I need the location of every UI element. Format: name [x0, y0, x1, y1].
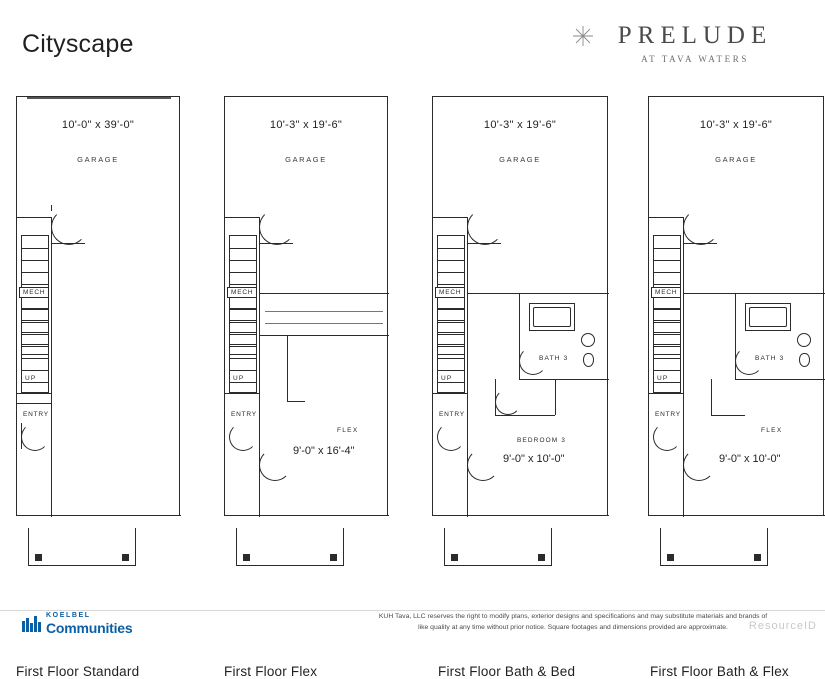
entry-door-swing	[653, 423, 681, 451]
flex-door-swing	[259, 449, 291, 481]
bathtub	[529, 303, 575, 331]
entry-door-swing	[229, 423, 257, 451]
footer-divider	[0, 610, 825, 611]
room-dimension: 9'-0" x 16'-4"	[293, 445, 355, 457]
brand-name: PRELUDE	[617, 22, 773, 49]
plan-caption: First Floor Bath & Flex	[650, 664, 789, 679]
unit-outline	[16, 96, 180, 516]
garage-door-swing	[51, 209, 87, 245]
toilet-icon	[799, 353, 810, 367]
bath-label: BATH 3	[755, 355, 785, 362]
room-dimension: 9'-0" x 10'-0"	[503, 453, 565, 465]
hall-door-swing	[495, 389, 521, 415]
entry-label: ENTRY	[439, 411, 465, 418]
bedroom-door-swing	[467, 449, 499, 481]
brand-logo	[577, 22, 807, 64]
sink-icon	[581, 333, 595, 347]
garage-label: GARAGE	[499, 155, 541, 164]
up-label: UP	[657, 375, 669, 382]
driveway-pad	[660, 528, 768, 566]
entry-door-swing	[21, 423, 49, 451]
driveway-pad	[444, 528, 552, 566]
unit-outline	[432, 96, 608, 516]
mech-label: MECH	[651, 287, 681, 298]
entry-door-swing	[437, 423, 465, 451]
garage-label: GARAGE	[715, 155, 757, 164]
room-label: FLEX	[761, 427, 783, 434]
up-label: UP	[233, 375, 245, 382]
bedroom-label: BEDROOM 3	[517, 437, 566, 444]
garage-door-swing	[467, 209, 503, 245]
room-dimension: 9'-0" x 10'-0"	[719, 453, 781, 465]
unit-outline	[648, 96, 824, 516]
garage-label: GARAGE	[285, 155, 327, 164]
entry-label: ENTRY	[655, 411, 681, 418]
room-label: FLEX	[337, 427, 359, 434]
mech-label: MECH	[435, 287, 465, 298]
garage-dimension: 10'-3" x 19'-6"	[699, 119, 773, 131]
driveway-pad	[236, 528, 344, 566]
bath-door-swing	[519, 347, 547, 375]
plan-caption: First Floor Flex	[224, 664, 318, 679]
starburst-icon	[573, 26, 593, 46]
garage-dimension: 10'-0" x 39'-0"	[61, 119, 135, 131]
up-label: UP	[25, 375, 37, 382]
mech-label: MECH	[19, 287, 49, 298]
sink-icon	[797, 333, 811, 347]
plan-caption: First Floor Standard	[16, 664, 140, 679]
mech-label: MECH	[227, 287, 257, 298]
page-title: Cityscape	[22, 30, 134, 58]
driveway-pad	[28, 528, 136, 566]
garage-door-swing	[683, 209, 719, 245]
legal-disclaimer: KUH Tava, LLC reserves the right to modify plans, exterior designs and specifications and may substitute materials and brands of like quality at any time without prior notice. Square footages and dimensions provided are approximate.	[378, 613, 768, 631]
bath-door-swing	[735, 347, 763, 375]
plan-first-floor-flex	[224, 88, 402, 679]
garage-dimension: 10'-3" x 19'-6"	[269, 119, 343, 131]
brand-tagline: AT TAVA WATERS	[641, 54, 749, 64]
garage-dimension: 10'-3" x 19'-6"	[483, 119, 557, 131]
logo-communities: Communities	[46, 620, 133, 636]
building-icon	[22, 615, 42, 632]
watermark: ResourceID	[748, 620, 817, 632]
garage-door-swing	[259, 209, 295, 245]
plan-caption: First Floor Bath & Bed	[438, 664, 576, 679]
flex-door-swing	[683, 449, 715, 481]
garage-label: GARAGE	[77, 155, 119, 164]
logo-koelbel: KOELBEL	[46, 612, 91, 619]
bath-label: BATH 3	[539, 355, 569, 362]
entry-label: ENTRY	[23, 411, 49, 418]
plan-first-floor-bath-bed	[432, 88, 610, 679]
unit-outline	[224, 96, 388, 516]
entry-label: ENTRY	[231, 411, 257, 418]
bathtub	[745, 303, 791, 331]
up-label: UP	[441, 375, 453, 382]
toilet-icon	[583, 353, 594, 367]
